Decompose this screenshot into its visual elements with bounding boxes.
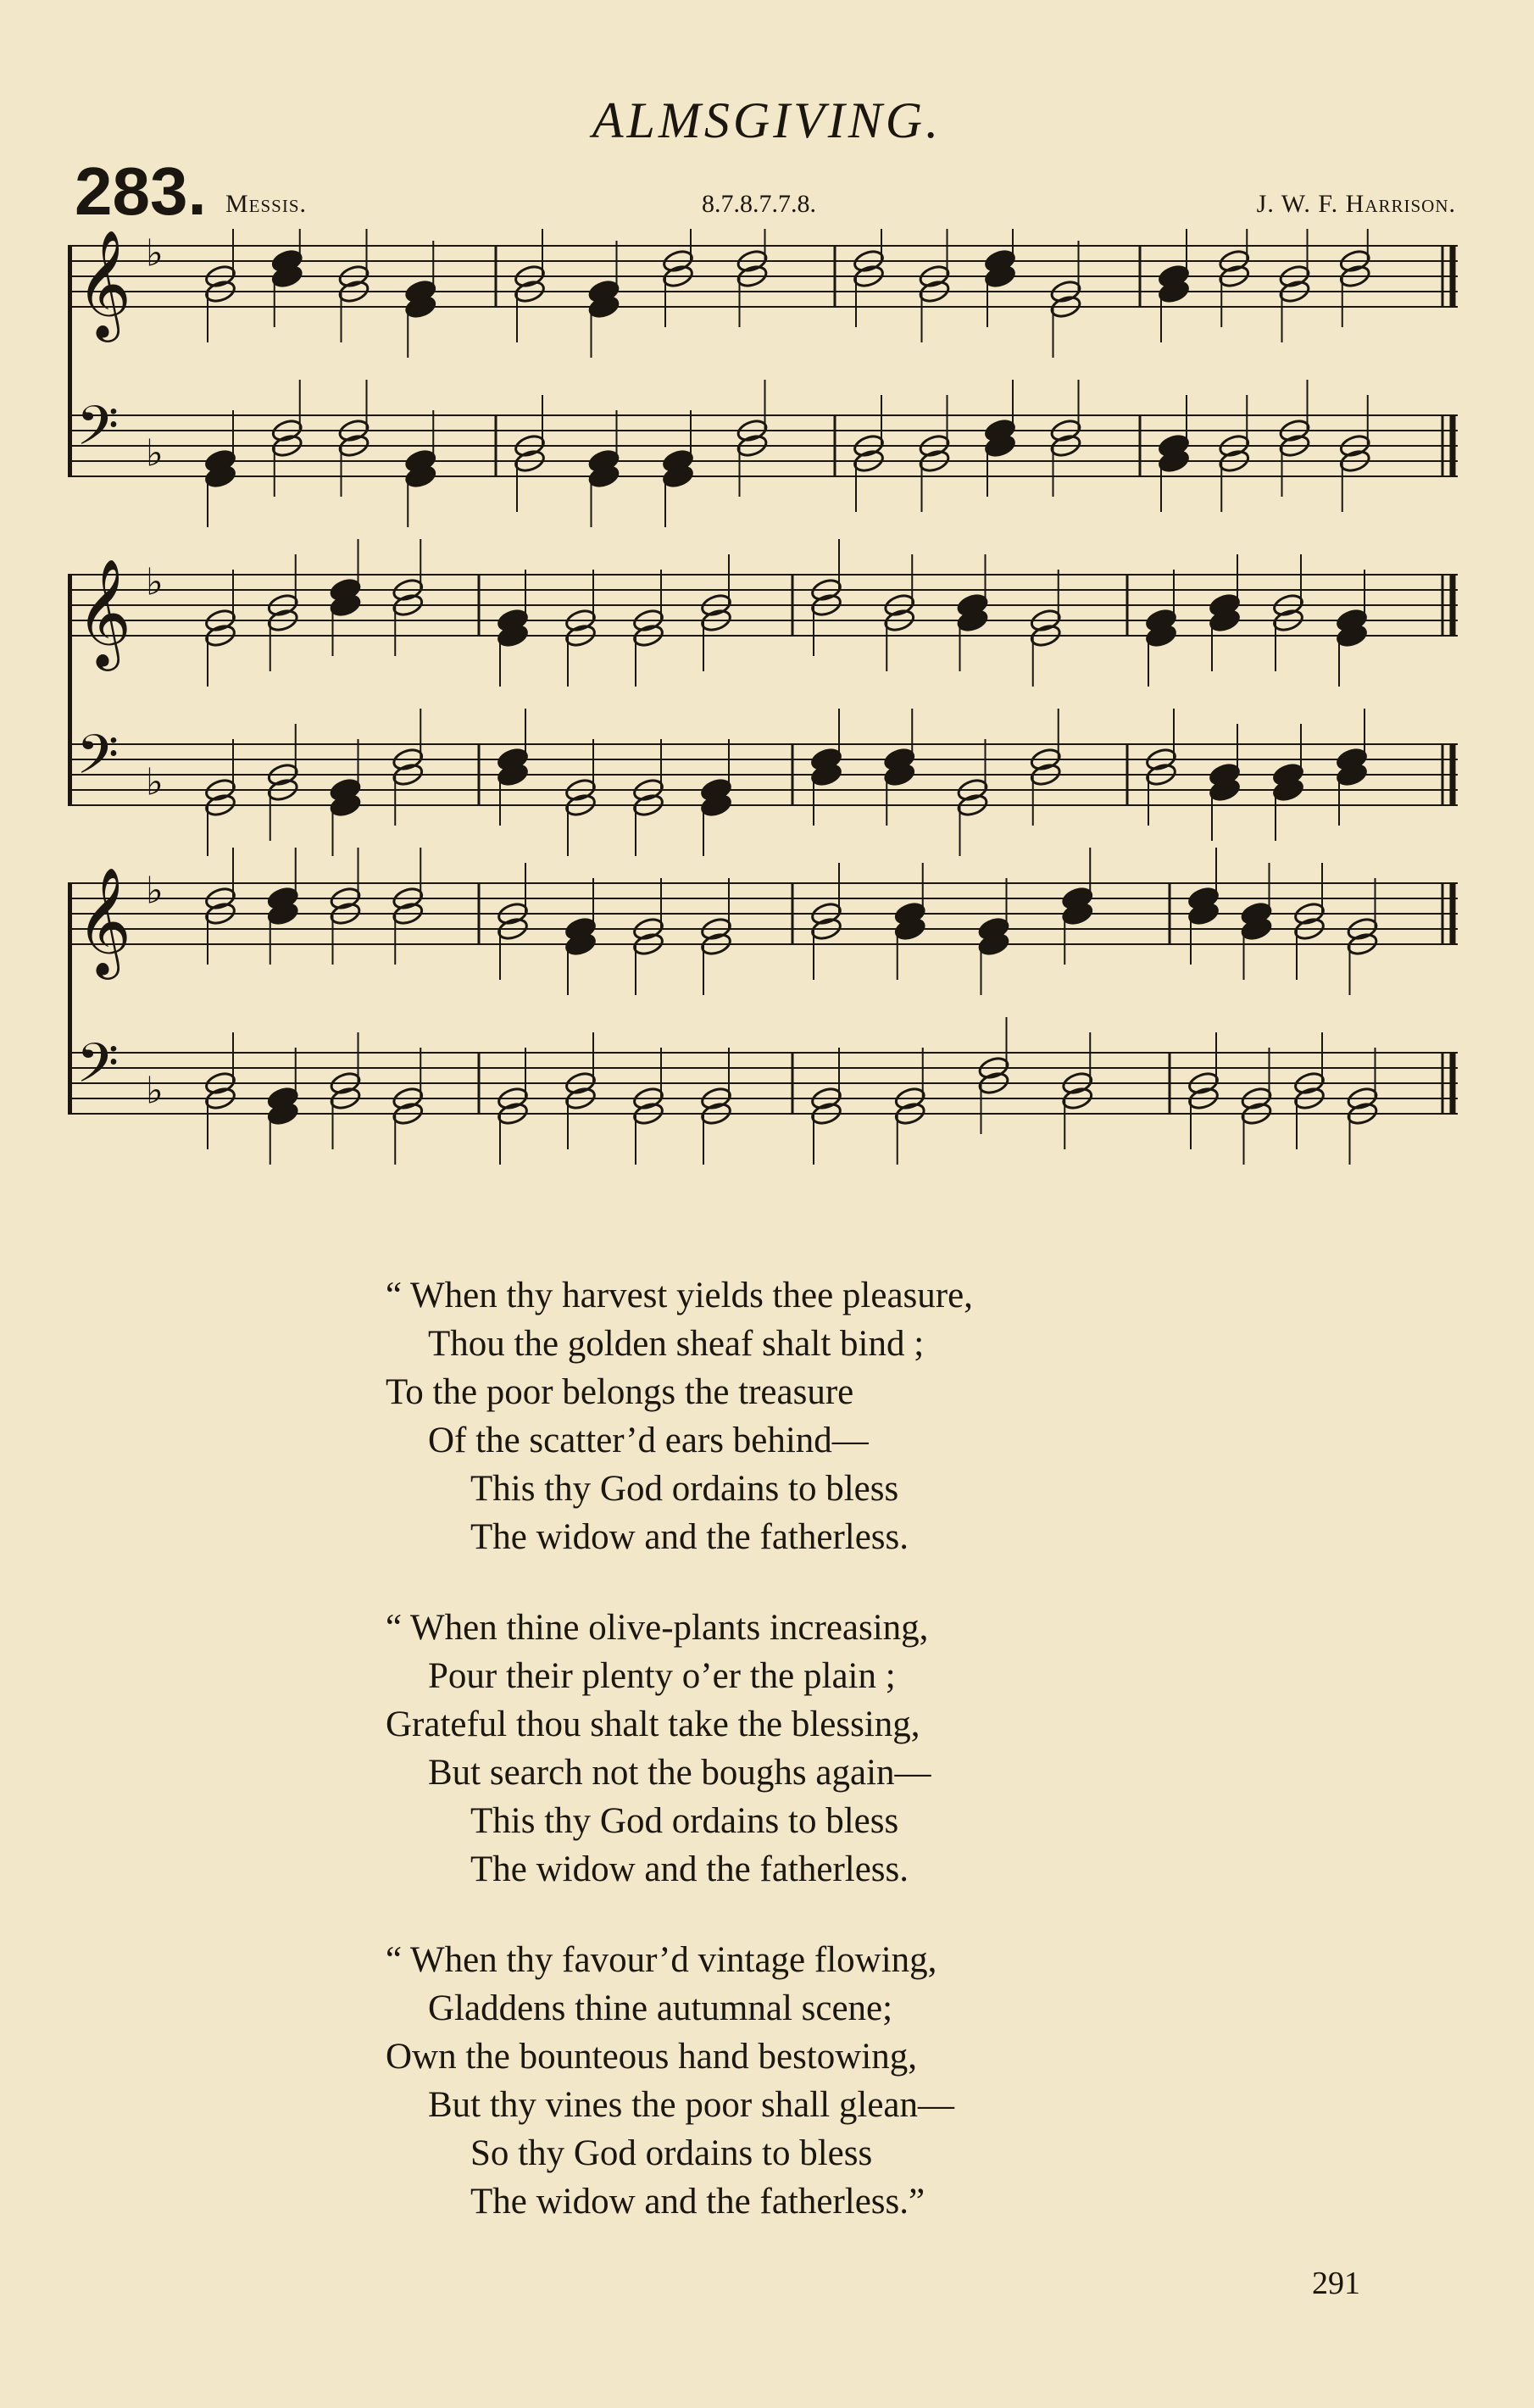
verse-line: This thy God ordains to bless (470, 1801, 899, 1841)
stanza-2 (386, 1604, 1148, 1894)
flat-key-signature-icon: ♭ (146, 760, 164, 804)
verse-line: The widow and the fatherless. (470, 1849, 909, 1889)
verse-line: Own the bounteous hand bestowing, (386, 2037, 918, 2077)
music-score-svg (68, 229, 1458, 1216)
verse-line: “ When thine olive-plants increasing, (386, 1608, 929, 1648)
flat-key-signature-icon: ♭ (146, 431, 164, 475)
verse-line: But thy vines the poor shall glean— (428, 2085, 955, 2125)
meter: 8.7.8.7.7.8. (702, 190, 816, 218)
verse-line: Of the scatter’d ears behind— (428, 1421, 869, 1460)
music-score (68, 229, 1458, 1216)
flat-key-signature-icon: ♭ (146, 560, 164, 604)
verse-line: Grateful thou shalt take the blessing, (386, 1705, 920, 1744)
stanza-3 (386, 1936, 1148, 2226)
verse-line: “ When thy favour’d vintage flowing, (386, 1940, 937, 1980)
composer: J. W. F. Harrison. (1256, 190, 1456, 218)
flat-key-signature-icon: ♭ (146, 231, 164, 275)
verse-line: “ When thy harvest yields thee pleasure, (386, 1276, 973, 1315)
verse-line: The widow and the fatherless.” (470, 2182, 925, 2222)
flat-key-signature-icon: ♭ (146, 869, 164, 913)
hymn-verses (386, 1271, 1148, 2268)
hymn-header (75, 153, 1456, 234)
verse-line: Thou the golden sheaf shalt bind ; (428, 1324, 925, 1364)
bass-clef-icon: 𝄢 (76, 1032, 119, 1109)
verse-line: This thy God ordains to bless (470, 1469, 899, 1509)
flat-key-signature-icon: ♭ (146, 1069, 164, 1113)
verse-line: So thy God ordains to bless (470, 2133, 873, 2173)
hymn-number: 283. (75, 153, 207, 229)
stanza-1 (386, 1271, 1148, 1561)
tune-name: Messis. (225, 190, 308, 218)
bass-clef-icon: 𝄢 (76, 394, 119, 471)
bass-clef-icon: 𝄢 (76, 723, 119, 800)
page-number: 291 (1312, 2266, 1360, 2301)
treble-clef-icon: 𝄞 (76, 866, 132, 975)
verse-line: Pour their plenty o’er the plain ; (428, 1656, 896, 1696)
verse-line: But search not the boughs again— (428, 1753, 931, 1793)
verse-line: The widow and the fatherless. (470, 1517, 909, 1557)
verse-line: To the poor belongs the treasure (386, 1372, 854, 1412)
section-title: ALMSGIVING. (592, 92, 942, 148)
treble-clef-icon: 𝄞 (76, 558, 132, 666)
verse-line: Gladdens thine autumnal scene; (428, 1988, 893, 2028)
treble-clef-icon: 𝄞 (76, 229, 132, 337)
